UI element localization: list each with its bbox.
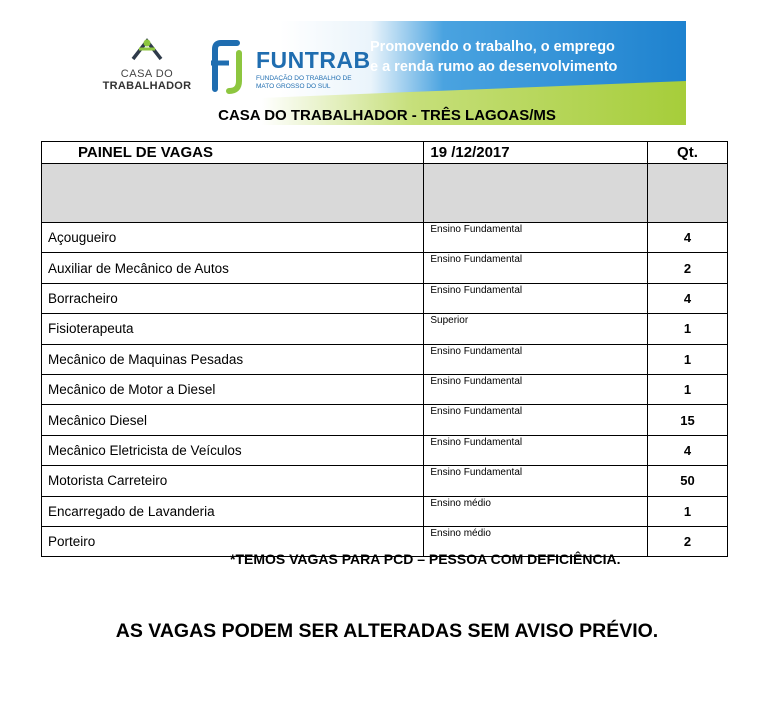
education-cell: Ensino médio xyxy=(424,496,648,526)
blank-cell xyxy=(42,164,424,223)
quantity-cell: 4 xyxy=(647,283,727,313)
job-title-cell: Açougueiro xyxy=(42,223,424,253)
notice-text: AS VAGAS PODEM SER ALTERADAS SEM AVISO PRÉVIO. xyxy=(115,620,659,642)
quantity-cell: 15 xyxy=(647,405,727,435)
table-row xyxy=(42,405,728,435)
job-title-cell: Mecânico de Maquinas Pesadas xyxy=(42,344,424,374)
quantity-cell: 1 xyxy=(647,496,727,526)
table-blank-row xyxy=(42,164,728,223)
education-cell: Ensino Fundamental xyxy=(424,435,648,465)
job-title-cell: Auxiliar de Mecânico de Autos xyxy=(42,253,424,283)
table-header-row xyxy=(42,142,728,164)
header-quantity: Qt. xyxy=(647,142,727,164)
quantity-cell: 2 xyxy=(647,253,727,283)
org-name: FUNTRAB xyxy=(256,47,371,73)
job-title-cell: Motorista Carreteiro xyxy=(42,466,424,496)
page-title: CASA DO TRABALHADOR - TRÊS LAGOAS/MS xyxy=(218,107,556,124)
education-cell: Superior xyxy=(424,314,648,344)
quantity-cell: 1 xyxy=(647,314,727,344)
quantity-cell: 4 xyxy=(647,223,727,253)
quantity-cell: 1 xyxy=(647,344,727,374)
table-row xyxy=(42,283,728,313)
education-cell: Ensino Fundamental xyxy=(424,405,648,435)
header-date: 19 /12/2017 xyxy=(424,142,648,164)
header-panel: PAINEL DE VAGAS xyxy=(42,142,424,164)
quantity-cell: 2 xyxy=(647,526,727,556)
table-row xyxy=(42,374,728,404)
banner-slogan xyxy=(370,37,617,77)
quantity-cell: 4 xyxy=(647,435,727,465)
job-title-cell: Encarregado de Lavanderia xyxy=(42,496,424,526)
funtrab-fj-icon xyxy=(207,39,251,95)
pcd-note: *TEMOS VAGAS PARA PCD – PESSOA COM DEFICIÊNCIA. xyxy=(230,551,621,567)
logo-line2: TRABALHADOR xyxy=(102,80,192,92)
education-cell: Ensino Fundamental xyxy=(424,253,648,283)
table-row xyxy=(42,223,728,253)
slogan-line2: e a renda rumo ao desenvolvimento xyxy=(370,59,618,75)
education-cell: Ensino Fundamental xyxy=(424,344,648,374)
education-cell: Ensino Fundamental xyxy=(424,466,648,496)
table-row xyxy=(42,344,728,374)
education-cell: Ensino Fundamental xyxy=(424,374,648,404)
vacancies-table xyxy=(41,141,728,557)
job-title-cell: Mecânico de Motor a Diesel xyxy=(42,374,424,404)
education-cell: Ensino médio xyxy=(424,526,648,556)
blank-cell xyxy=(424,164,648,223)
logo-line1: CASA DO xyxy=(120,68,174,80)
job-title-cell: Mecânico Eletricista de Veículos xyxy=(42,435,424,465)
table-row xyxy=(42,253,728,283)
job-title-cell: Porteiro xyxy=(42,526,424,556)
table-row xyxy=(42,435,728,465)
org-subtitle: FUNDAÇÃO DO TRABALHO DE MATO GROSSO DO SUL xyxy=(256,75,352,90)
table-row xyxy=(42,496,728,526)
job-title-cell: Mecânico Diesel xyxy=(42,405,424,435)
blank-cell xyxy=(647,164,727,223)
table-row xyxy=(42,466,728,496)
job-title-cell: Borracheiro xyxy=(42,283,424,313)
education-cell: Ensino Fundamental xyxy=(424,223,648,253)
quantity-cell: 1 xyxy=(647,374,727,404)
slogan-line1: Promovendo o trabalho, o emprego xyxy=(370,39,615,55)
casa-do-trabalhador-logo xyxy=(102,35,192,92)
job-title-cell: Fisioterapeuta xyxy=(42,314,424,344)
table-row xyxy=(42,314,728,344)
education-cell: Ensino Fundamental xyxy=(424,283,648,313)
quantity-cell: 50 xyxy=(647,466,727,496)
house-person-icon xyxy=(127,35,167,61)
